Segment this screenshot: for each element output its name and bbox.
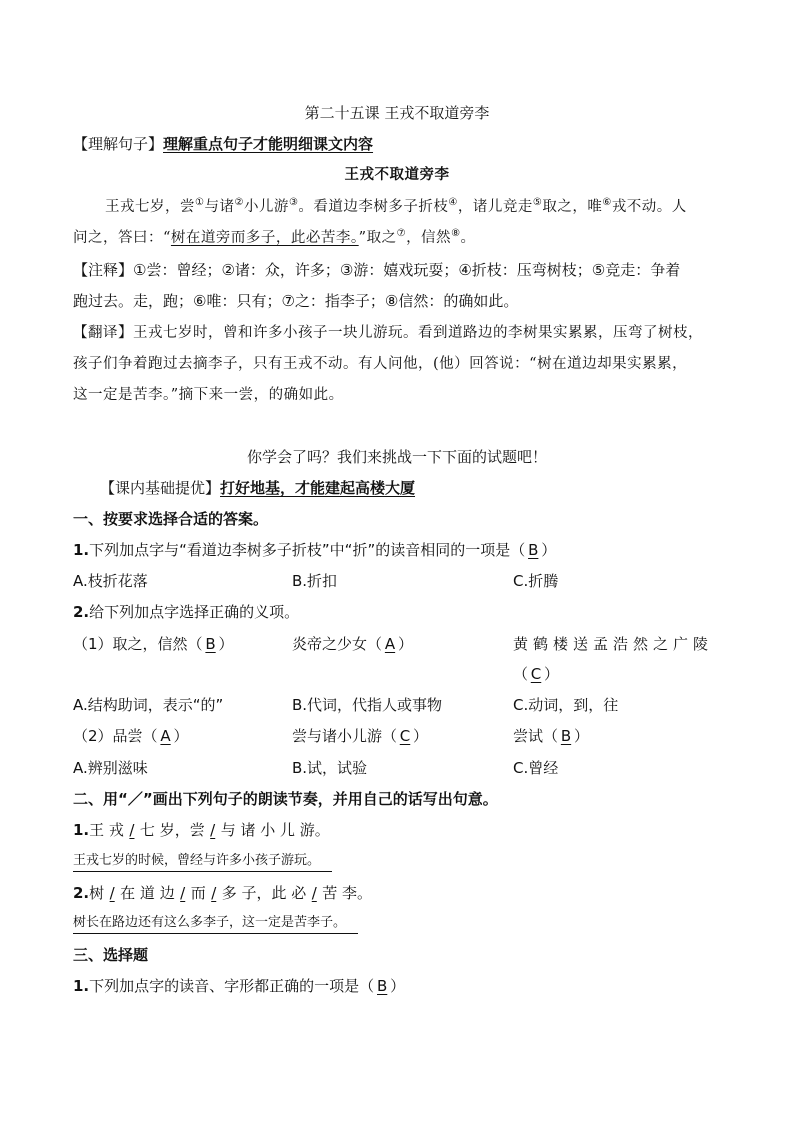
challenge-text: 你学会了吗？我们来挑战一下下面的试题吧！ — [246, 448, 547, 466]
answer: B — [560, 727, 572, 745]
sub-item-c: 尝试（ B ） — [513, 727, 590, 745]
rhythm-slash: / — [311, 884, 317, 902]
section-2-heading: 二、用“／”画出下列句子的朗读节奏，并用自己的话写出句意。 — [73, 790, 498, 808]
rhythm-slash: / — [109, 884, 115, 902]
option-a: A.结构助词，表示“的” — [73, 696, 224, 714]
question-1-2: 2.给下列加点字选择正确的义项。 — [73, 603, 300, 621]
section-3-heading: 三、选择题 — [73, 946, 149, 964]
key-sentence: 树在道旁而多子，此必苦李。 — [170, 230, 359, 246]
question-2-2-row — [0, 725, 794, 747]
rhythm-slash: / — [129, 821, 135, 839]
option-a: A.辨别滋味 — [73, 759, 148, 777]
translation-line-3: 这一定是苦李。”摘下来一尝，的确如此。 — [73, 387, 344, 403]
sub-item-b: 尝与诸小儿游（ C ） — [292, 727, 429, 745]
option-b: B.代词，代指人或事物 — [292, 696, 443, 714]
sub-item-b: 炎帝之少女（ A ） — [292, 635, 414, 653]
translation-line-2: 孩子们争着跑过去摘李子，只有王戎不动。有人问他，(他）回答说：“树在道边却果实累累， — [73, 356, 688, 372]
understand-text: 理解重点句子才能明细课文内容 — [163, 135, 374, 153]
lesson-title: 第二十五课 王戎不取道旁李 — [304, 104, 490, 122]
options-row-q2-2 — [0, 757, 794, 779]
options-row-q2-1 — [0, 694, 794, 716]
option-c: C.折腾 — [513, 572, 559, 590]
notes-line-2: 跑过去。走，跑；⑥唯：只有；⑦之：指李子；⑧信然：的确如此。 — [73, 292, 519, 310]
question-2-1-row — [0, 633, 794, 655]
sentence-2-meaning: 树长在路边还有这么多李子，这一定是苦李子。 — [73, 913, 358, 934]
rhythm-slash: / — [180, 884, 186, 902]
option-a: A.枝折花落 — [73, 572, 148, 590]
section-1-heading: 一、按要求选择合适的答案。 — [73, 510, 269, 528]
answer: B — [377, 977, 388, 995]
answer: A — [160, 727, 171, 745]
answer: B — [205, 635, 216, 653]
answer: B — [528, 541, 539, 559]
translation-line-1: 【翻译】王戎七岁时，曾和许多小孩子一块儿游玩。看到道路边的李树果实累累，压弯了树枝， — [73, 325, 703, 341]
basics-text: 打好地基，才能建起高楼大厦 — [220, 479, 416, 497]
rhythm-slash: / — [211, 884, 217, 902]
answer: A — [384, 635, 396, 653]
sub-item-a: （2）品尝（ A ） — [73, 727, 189, 745]
option-b: B.折扣 — [292, 572, 338, 590]
sub-item-c: 黄鹤楼送孟浩然之广陵 — [513, 635, 714, 653]
question-1-1: 1.下列加点字与“看道边李树多子折枝”中“折”的读音相同的一项是（ B ） — [73, 541, 557, 559]
options-row-q1 — [0, 570, 794, 592]
worksheet-page: 第二十五课 王戎不取道旁李 【理解句子】理解重点句子才能明细课文内容 王戎不取道旁李 王戎七岁，尝①与诸②小儿游③。看道边李树多子折枝④，诸儿竞走⑤取之，唯⑥戎不动。人 问之，答曰：“树在道旁而多子，此必苦李。”取之⑦，信然⑧。 【注释】①尝：曾经；②诸：众，许多；③游：嬉戏玩耍；④折枝：压弯树枝；⑤竞走：争着 跑过去。走，跑；⑥唯：只有；⑦之：指李子；⑧信然：的确如此。 【翻译】王戎七岁时，曾和许多小孩子一块儿游玩。看到道路边的李树果实累累，压弯了树枝， 孩子们争着跑过去摘李子，只有王戎不动。有人问他，(他）回答说：“树在道边却果实累累， 这一定是苦李。”摘下来一尝，的确如此。 你学会了吗？我们来挑战一下下面的试题吧！ 【课内基础提优】打好地基，才能建起高楼大厦 一、按要求选择合适的答案。 1.下列加点字与“看道边李树多子折枝”中“折”的读音相同的一项是（ B ） A.枝折花落 B.折扣 C.折腾 2.给下列加点字选择正确的义项。 （1）取之，信然（ B ） 炎帝之少女（ A ） 黄鹤楼送孟浩然之广陵 （ C ） A.结构助词，表示“的” B.代词，代指人或事物 C.动词，到，往 （2）品尝（ A ） 尝与诸小儿游（ C ） 尝试（ B ） A.辨别滋味 B.试，试验 C.曾经 二、用“／”画出下列句子的朗读节奏，并用自己的话写出句意。 1.王 戎 / 七 岁，尝 / 与 诸 小 儿 游。 王戎七岁的时候，曾经与许多小孩子游玩。 2.树 / 在 道 边 / 而 / 多 子，此 必 / 苦 李。 树长在路边还有这么多李子，这一定是苦李子。 三、选择题 1.下列加点字的读音、字形都正确的一项是（ B ） — [0, 0, 794, 1123]
rhythm-sentence-1: 1.王 戎 / 七 岁，尝 / 与 诸 小 儿 游。 — [73, 821, 330, 839]
answer: C — [399, 727, 411, 745]
rhythm-sentence-2: 2.树 / 在 道 边 / 而 / 多 子，此 必 / 苦 李。 — [73, 884, 373, 902]
option-b: B.试，试验 — [292, 759, 368, 777]
option-c: C.曾经 — [513, 759, 559, 777]
understand-bracket: 【理解句子】 — [73, 135, 164, 153]
basics-bracket: 【课内基础提优】 — [100, 479, 221, 497]
passage-title: 王戎不取道旁李 — [344, 166, 450, 183]
answer: C — [530, 665, 542, 683]
sub-item-a: （1）取之，信然（ B ） — [73, 635, 234, 653]
basics-header — [100, 477, 724, 499]
passage-line-1: 王戎七岁，尝①与诸②小儿游③。看道边李树多子折枝④，诸儿竞走⑤取之，唯⑥戎不动。人 — [105, 197, 687, 215]
question-3-1: 1.下列加点字的读音、字形都正确的一项是（ B ） — [73, 977, 406, 995]
passage-line-2: 问之，答曰：“树在道旁而多子，此必苦李。”取之⑦，信然⑧。 — [73, 228, 476, 246]
sentence-1-meaning: 王戎七岁的时候，曾经与许多小孩子游玩。 — [73, 851, 332, 872]
rhythm-slash: / — [210, 821, 216, 839]
notes-line-1: 【注释】①尝：曾经；②诸：众，许多；③游：嬉戏玩耍；④折枝：压弯树枝；⑤竞走：争着 — [73, 261, 681, 279]
option-c: C.动词，到，往 — [513, 696, 619, 714]
understand-header — [73, 133, 724, 155]
